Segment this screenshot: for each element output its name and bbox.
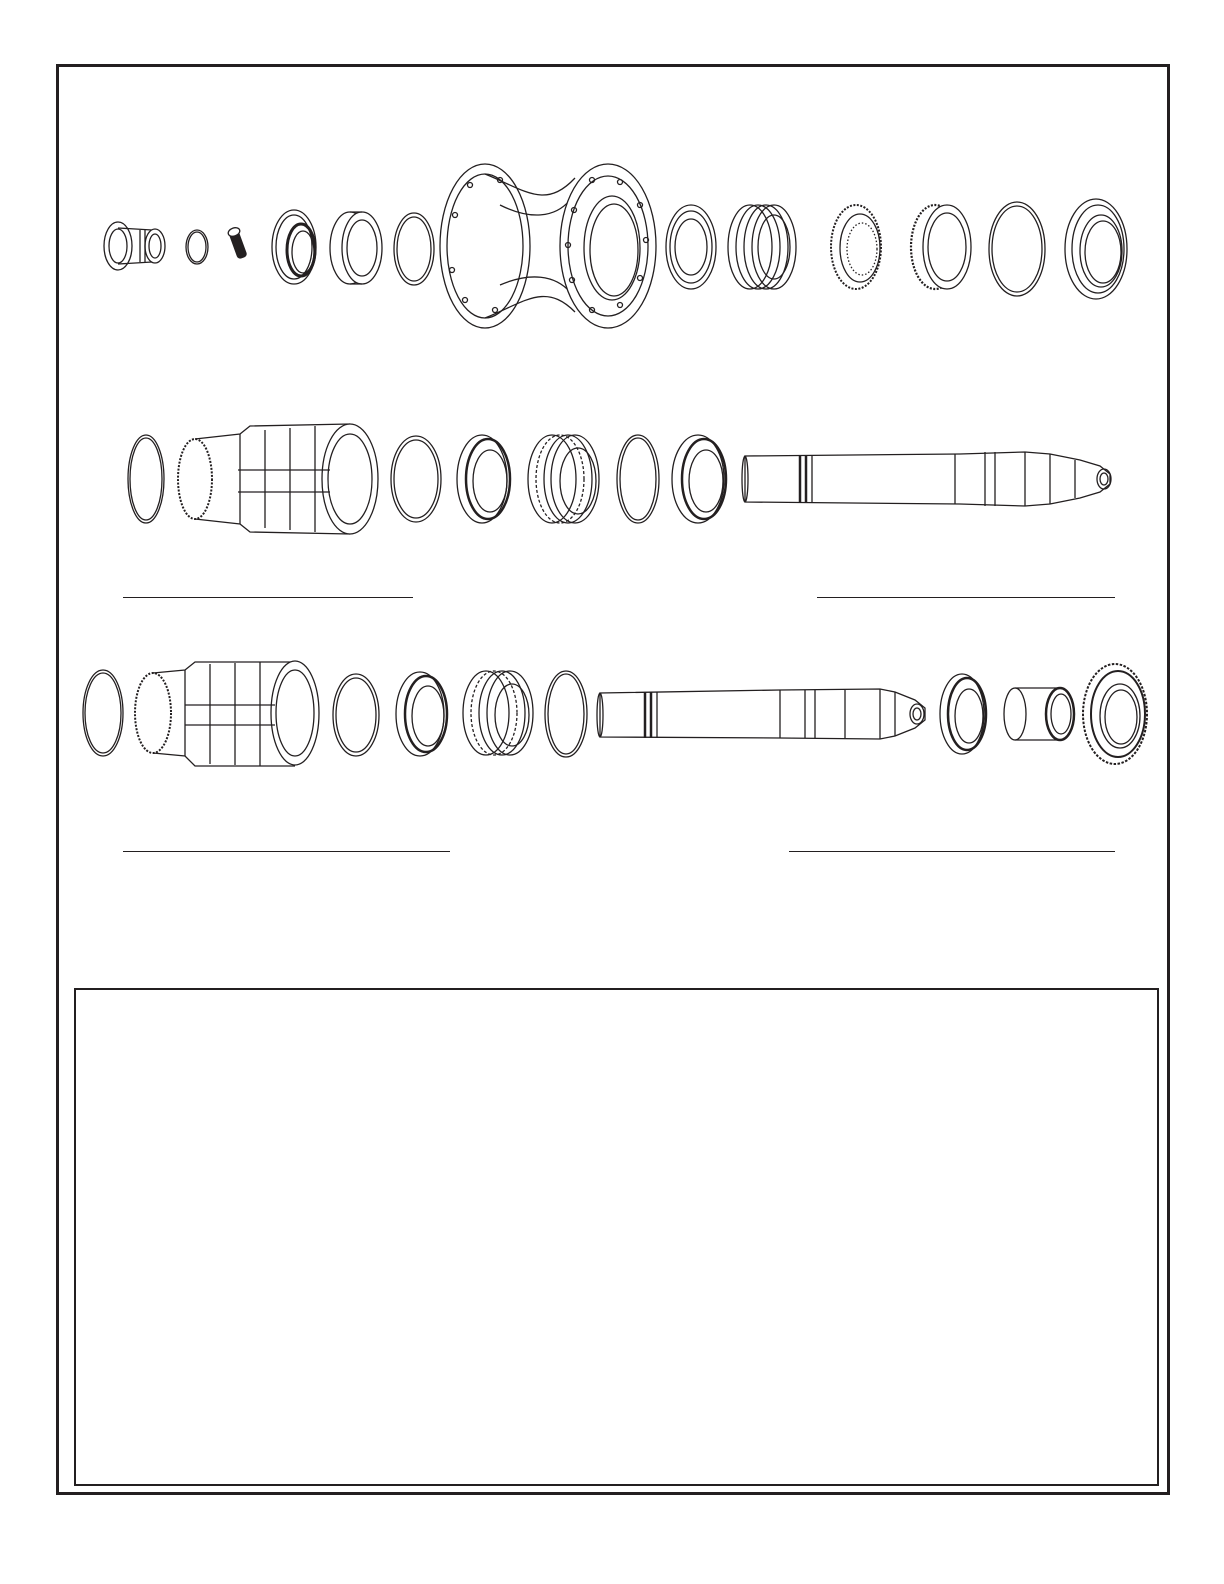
bolt-part: [227, 226, 247, 259]
bearing-part: [330, 212, 382, 284]
bearing-part-row2: [457, 435, 510, 523]
threaded-ring-part-row3: [463, 671, 533, 755]
bearing-part-row2b: [672, 435, 726, 523]
seal-ring-part: [666, 205, 716, 289]
o-ring-part-row3: [83, 670, 123, 756]
spacer-washer-part: [394, 213, 434, 285]
bearing-cap-part: [1065, 199, 1127, 299]
ratchet-ring-part: [831, 205, 881, 289]
spring-part: [728, 205, 796, 289]
label-rule-row3-left: [123, 851, 450, 852]
o-ring-part-row2: [128, 435, 164, 523]
label-rule-row2-left: [123, 597, 413, 598]
freehub-body-part-row2: [178, 424, 378, 534]
axle-part-row3: [597, 689, 925, 739]
shim-washer-part-row2: [391, 436, 441, 522]
label-rule-row3-right: [789, 851, 1115, 852]
shim-washer-part: [989, 202, 1045, 296]
o-ring-part-row3b: [545, 671, 587, 757]
label-rule-row2-right: [817, 597, 1115, 598]
notes-box: [74, 988, 1159, 1486]
shim-washer-part-row3: [333, 674, 379, 756]
star-ratchet-part: [911, 205, 971, 289]
hub-shell-part: [440, 164, 656, 328]
bearing-part-row3b: [940, 674, 986, 754]
bearing-seal-part: [272, 210, 316, 284]
bearing-part-row3: [396, 672, 447, 756]
o-ring-part-row2b: [617, 435, 659, 523]
axle-part-row2: [742, 452, 1111, 506]
threaded-ring-part-row2: [528, 435, 599, 523]
lockring-part-row3: [1083, 664, 1147, 764]
o-ring-part: [186, 230, 208, 264]
end-cap-part: [104, 222, 165, 270]
freehub-body-part-row3: [135, 661, 319, 766]
end-cap-part-row3: [1004, 688, 1074, 740]
